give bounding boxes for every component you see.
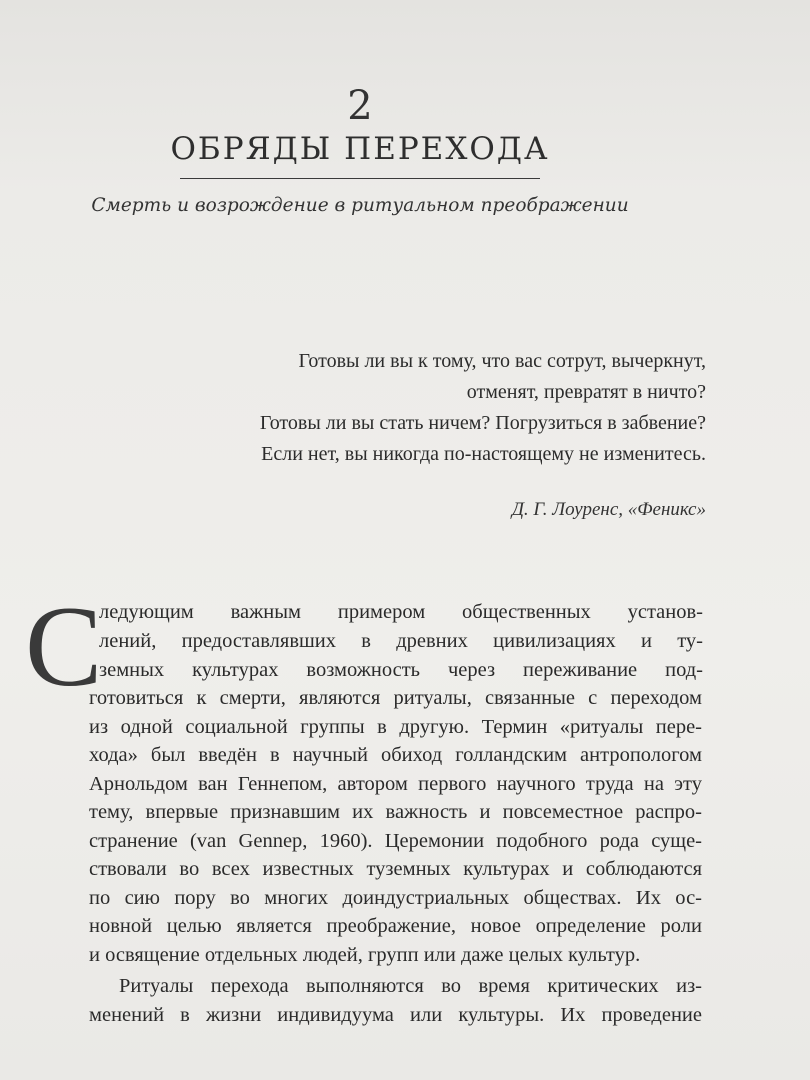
epigraph-author: Д. Г. Лоуренс, «Феникс» <box>511 499 706 520</box>
body-line: ствовали во всех известных туземных культурах и соблюдаются <box>89 858 702 880</box>
body-line: Ритуалы перехода выполняются во время критических из- <box>119 975 702 997</box>
body-line: менений в жизни индивидуума или культуры. Их проведение <box>89 1004 702 1026</box>
drop-cap: С <box>25 583 103 711</box>
title-divider <box>180 178 540 179</box>
body-line: из одной социальной группы в другую. Термин «ритуалы пере- <box>89 716 702 738</box>
epigraph-line: Готовы ли вы стать ничем? Погрузиться в забвение? <box>259 412 706 434</box>
chapter-title: ОБРЯДЫ ПЕРЕХОДА <box>170 131 550 167</box>
body-line: земных культурах возможность через переживание под- <box>99 659 703 681</box>
chapter-subtitle: Смерть и возрождение в ритуальном преображении <box>91 195 629 216</box>
body-line: и освящение отдельных людей, групп или даже целых культур. <box>89 944 641 966</box>
body-line: новной целью является преображение, новое определение роли <box>89 915 702 937</box>
body-line: Арнольдом ван Геннепом, автором первого научного труда на эту <box>89 773 702 795</box>
body-line: по сию пору во многих доиндустриальных обществах. Их ос- <box>89 887 702 909</box>
body-line: странение (van Gennep, 1960). Церемонии подобного рода суще- <box>89 830 702 852</box>
epigraph-line: Готовы ли вы к тому, что вас сотрут, вычеркнут, <box>298 350 706 372</box>
epigraph <box>146 346 706 470</box>
body-line: хода» был введён в научный обиход голландским антропологом <box>89 744 702 766</box>
body-line: тему, впервые признавшим их важность и повсеместное распро- <box>89 801 702 823</box>
epigraph-line: Если нет, вы никогда по-настоящему не изменитесь. <box>261 443 706 465</box>
body-line: ледующим важным примером общественных установ- <box>99 601 703 623</box>
epigraph-line: отменят, превратят в ничто? <box>466 381 706 403</box>
chapter-number: 2 <box>347 83 373 129</box>
body-line: готовиться к смерти, являются ритуалы, связанные с переходом <box>89 687 702 709</box>
body-line: лений, предоставлявших в древних цивилизациях и ту- <box>99 630 703 652</box>
